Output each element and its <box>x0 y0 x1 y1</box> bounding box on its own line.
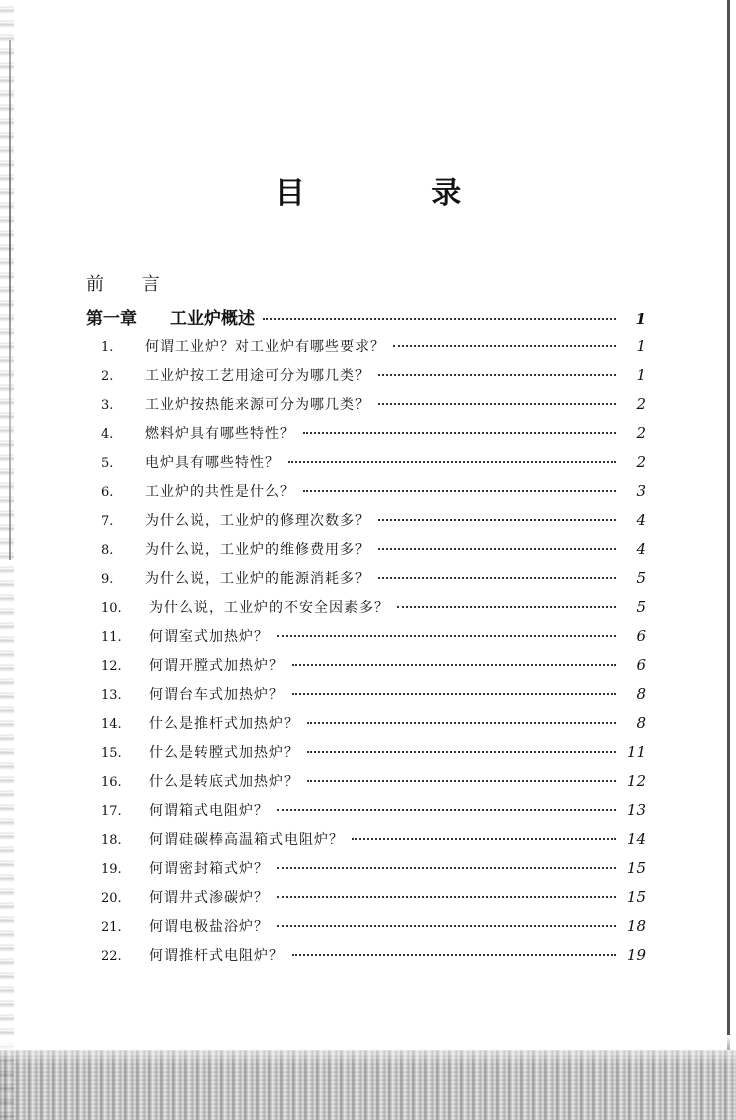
entry-number: 1. <box>101 340 114 355</box>
entry-page-number: 5 <box>636 569 646 587</box>
entry-number: 17. <box>101 804 122 819</box>
toc-entry <box>86 713 646 742</box>
entry-number: 7. <box>101 514 114 529</box>
scan-binding-line <box>9 40 11 560</box>
toc-entry <box>86 858 646 887</box>
entry-page-number: 6 <box>636 627 646 645</box>
entry-page-number: 2 <box>636 424 646 442</box>
entry-page-number: 12 <box>626 772 646 790</box>
entry-number: 9. <box>101 572 114 587</box>
entry-title: 燃料炉具有哪些特性？ <box>145 426 295 442</box>
entry-page-number: 11 <box>626 743 646 761</box>
entry-title: 什么是转膛式加热炉？ <box>149 745 299 761</box>
chapter-heading <box>86 304 646 336</box>
toc-entry <box>86 423 646 452</box>
dot-leader <box>307 780 616 782</box>
dot-leader <box>277 896 616 898</box>
dot-leader <box>352 838 616 840</box>
dot-leader <box>307 751 616 753</box>
dot-leader <box>397 606 616 608</box>
entry-number: 22. <box>101 949 122 964</box>
dot-leader <box>307 722 616 724</box>
toc-entry <box>86 684 646 713</box>
entry-title: 为什么说，工业炉的修理次数多？ <box>145 513 370 529</box>
table-of-contents <box>86 304 646 974</box>
entry-title: 为什么说，工业炉的不安全因素多？ <box>149 600 389 616</box>
entry-title: 何谓密封箱式炉？ <box>149 861 269 877</box>
entry-title: 何谓台车式加热炉？ <box>149 687 284 703</box>
entry-page-number: 5 <box>636 598 646 616</box>
toc-entry <box>86 626 646 655</box>
toc-entry <box>86 800 646 829</box>
dot-leader <box>292 664 616 666</box>
entry-number: 10. <box>101 601 122 616</box>
toc-entry <box>86 481 646 510</box>
entry-title: 何谓室式加热炉？ <box>149 629 269 645</box>
entry-number: 18. <box>101 833 122 848</box>
entry-number: 13. <box>101 688 122 703</box>
entry-title: 何谓井式渗碳炉？ <box>149 890 269 906</box>
dot-leader <box>303 432 616 434</box>
dot-leader <box>378 403 616 405</box>
dot-leader <box>277 867 616 869</box>
dot-leader <box>393 345 616 347</box>
entry-title: 何谓推杆式电阻炉？ <box>149 948 284 964</box>
preface-heading: 前 言 <box>86 274 176 295</box>
toc-entry <box>86 365 646 394</box>
toc-entry <box>86 742 646 771</box>
entry-title: 工业炉按热能来源可分为哪几类？ <box>145 397 370 413</box>
scan-page-border <box>727 0 730 1050</box>
toc-entry <box>86 336 646 365</box>
dot-leader <box>292 954 616 956</box>
entry-number: 20. <box>101 891 122 906</box>
page-title: 目 录 <box>274 176 520 211</box>
entry-number: 4. <box>101 427 114 442</box>
entry-title: 何谓开膛式加热炉？ <box>149 658 284 674</box>
entry-page-number: 3 <box>636 482 646 500</box>
dot-leader <box>378 374 616 376</box>
toc-entry <box>86 887 646 916</box>
toc-entry <box>86 829 646 858</box>
entry-page-number: 8 <box>636 685 646 703</box>
entry-page-number: 6 <box>636 656 646 674</box>
entry-title: 何谓硅碳棒高温箱式电阻炉？ <box>149 832 344 848</box>
toc-entry <box>86 597 646 626</box>
dot-leader <box>263 318 616 320</box>
toc-entry <box>86 510 646 539</box>
dot-leader <box>303 490 616 492</box>
dot-leader <box>277 635 616 637</box>
entry-number: 8. <box>101 543 114 558</box>
entry-number: 3. <box>101 398 114 413</box>
toc-entry <box>86 655 646 684</box>
toc-entry <box>86 945 646 974</box>
entry-number: 11. <box>101 630 122 645</box>
entry-number: 21. <box>101 920 122 935</box>
dot-leader <box>277 925 616 927</box>
entry-title: 电炉具有哪些特性？ <box>145 455 280 471</box>
entry-title: 什么是推杆式加热炉？ <box>149 716 299 732</box>
entry-title: 工业炉按工艺用途可分为哪几类？ <box>145 368 370 384</box>
entry-number: 6. <box>101 485 114 500</box>
toc-entry <box>86 771 646 800</box>
entry-page-number: 2 <box>636 395 646 413</box>
toc-entry <box>86 394 646 423</box>
entry-number: 15. <box>101 746 122 761</box>
entry-page-number: 15 <box>626 859 646 877</box>
entry-number: 2. <box>101 369 114 384</box>
entry-page-number: 14 <box>626 830 646 848</box>
entry-page-number: 18 <box>626 917 646 935</box>
entry-title: 何谓工业炉？对工业炉有哪些要求？ <box>145 339 385 355</box>
toc-entry <box>86 568 646 597</box>
entry-page-number: 15 <box>626 888 646 906</box>
toc-entry <box>86 539 646 568</box>
dot-leader <box>288 461 616 463</box>
entry-page-number: 8 <box>636 714 646 732</box>
scan-noise-fade <box>0 1035 736 1065</box>
dot-leader <box>277 809 616 811</box>
entry-page-number: 1 <box>636 337 646 355</box>
chapter-page-number: 1 <box>635 310 646 328</box>
entry-page-number: 2 <box>636 453 646 471</box>
dot-leader <box>378 548 616 550</box>
entry-title: 为什么说，工业炉的能源消耗多？ <box>145 571 370 587</box>
toc-entry <box>86 916 646 945</box>
dot-leader <box>292 693 616 695</box>
entry-page-number: 1 <box>636 366 646 384</box>
toc-entry <box>86 452 646 481</box>
dot-leader <box>378 577 616 579</box>
chapter-title: 工业炉概述 <box>170 309 255 329</box>
entry-page-number: 13 <box>626 801 646 819</box>
entry-page-number: 19 <box>626 946 646 964</box>
toc-entries <box>86 336 646 974</box>
entry-number: 19. <box>101 862 122 877</box>
entry-title: 工业炉的共性是什么？ <box>145 484 295 500</box>
chapter-number: 第一章 <box>86 309 137 329</box>
entry-number: 5. <box>101 456 114 471</box>
entry-title: 为什么说，工业炉的维修费用多？ <box>145 542 370 558</box>
entry-page-number: 4 <box>636 540 646 558</box>
entry-title: 何谓电极盐浴炉？ <box>149 919 269 935</box>
entry-page-number: 4 <box>636 511 646 529</box>
entry-number: 14. <box>101 717 122 732</box>
entry-title: 何谓箱式电阻炉？ <box>149 803 269 819</box>
entry-title: 什么是转底式加热炉？ <box>149 774 299 790</box>
entry-number: 16. <box>101 775 122 790</box>
dot-leader <box>378 519 616 521</box>
entry-number: 12. <box>101 659 122 674</box>
